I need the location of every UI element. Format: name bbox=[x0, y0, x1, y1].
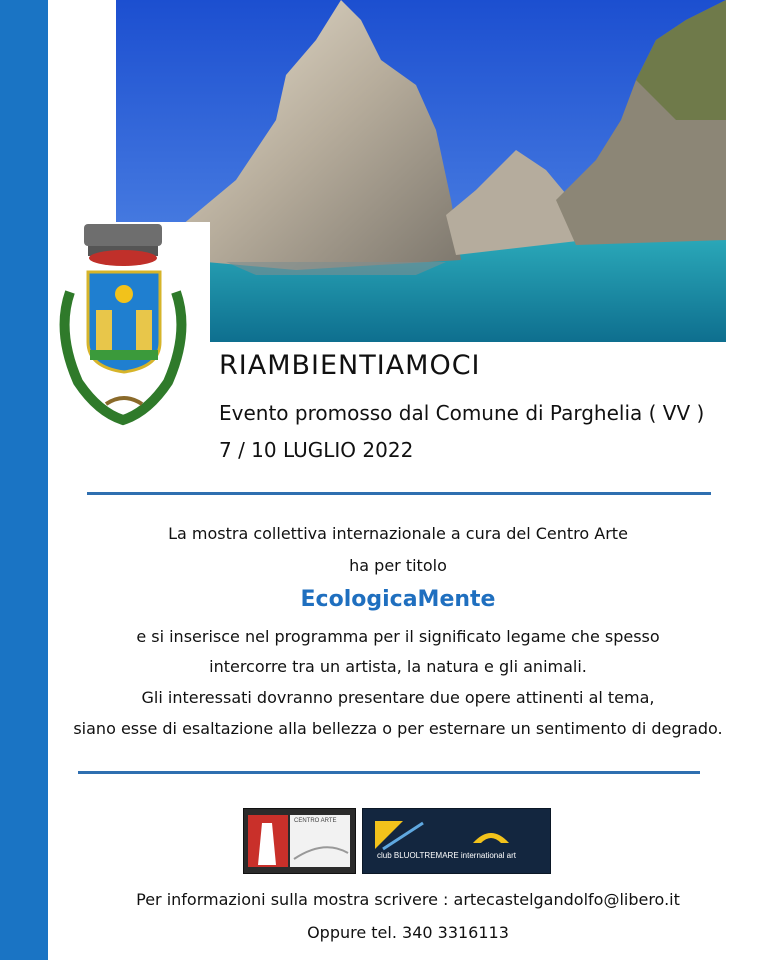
body-line-3: e si inserisce nel programma per il significato legame che spesso bbox=[136, 627, 660, 646]
centro-arte-logo-text: CENTRO ARTE bbox=[294, 818, 337, 824]
body-line-2: ha per titolo bbox=[349, 556, 447, 575]
phone-line: Oppure tel. 340 3316113 bbox=[307, 923, 509, 942]
exhibition-title: EcologicaMente bbox=[300, 587, 496, 612]
event-subtitle: Evento promosso dal Comune di Parghelia ( VV ) bbox=[219, 401, 705, 425]
club-logo-text: club BLUOLTREMARE international art bbox=[377, 851, 517, 860]
body-line-5: Gli interessati dovranno presentare due opere attinenti al tema, bbox=[141, 688, 655, 707]
event-date: 7 / 10 LUGLIO 2022 bbox=[219, 438, 414, 462]
event-title: RIAMBIENTIAMOCI bbox=[219, 350, 481, 381]
left-accent-bar bbox=[0, 0, 48, 960]
contact-line: Per informazioni sulla mostra scrivere : artecastelgandolfo@libero.it bbox=[136, 890, 680, 909]
club-bluoltremare-logo bbox=[362, 808, 551, 874]
body-line-4: intercorre tra un artista, la natura e gli animali. bbox=[209, 657, 587, 676]
body-line-1: La mostra collettiva internazionale a cura del Centro Arte bbox=[168, 524, 628, 543]
body-line-6: siano esse di esaltazione alla bellezza o per esternare un sentimento di degrado. bbox=[73, 719, 723, 738]
municipal-coat-of-arms-icon bbox=[48, 222, 210, 427]
divider-top bbox=[87, 492, 711, 495]
divider-bottom bbox=[78, 771, 700, 774]
centro-arte-logo bbox=[243, 808, 356, 874]
